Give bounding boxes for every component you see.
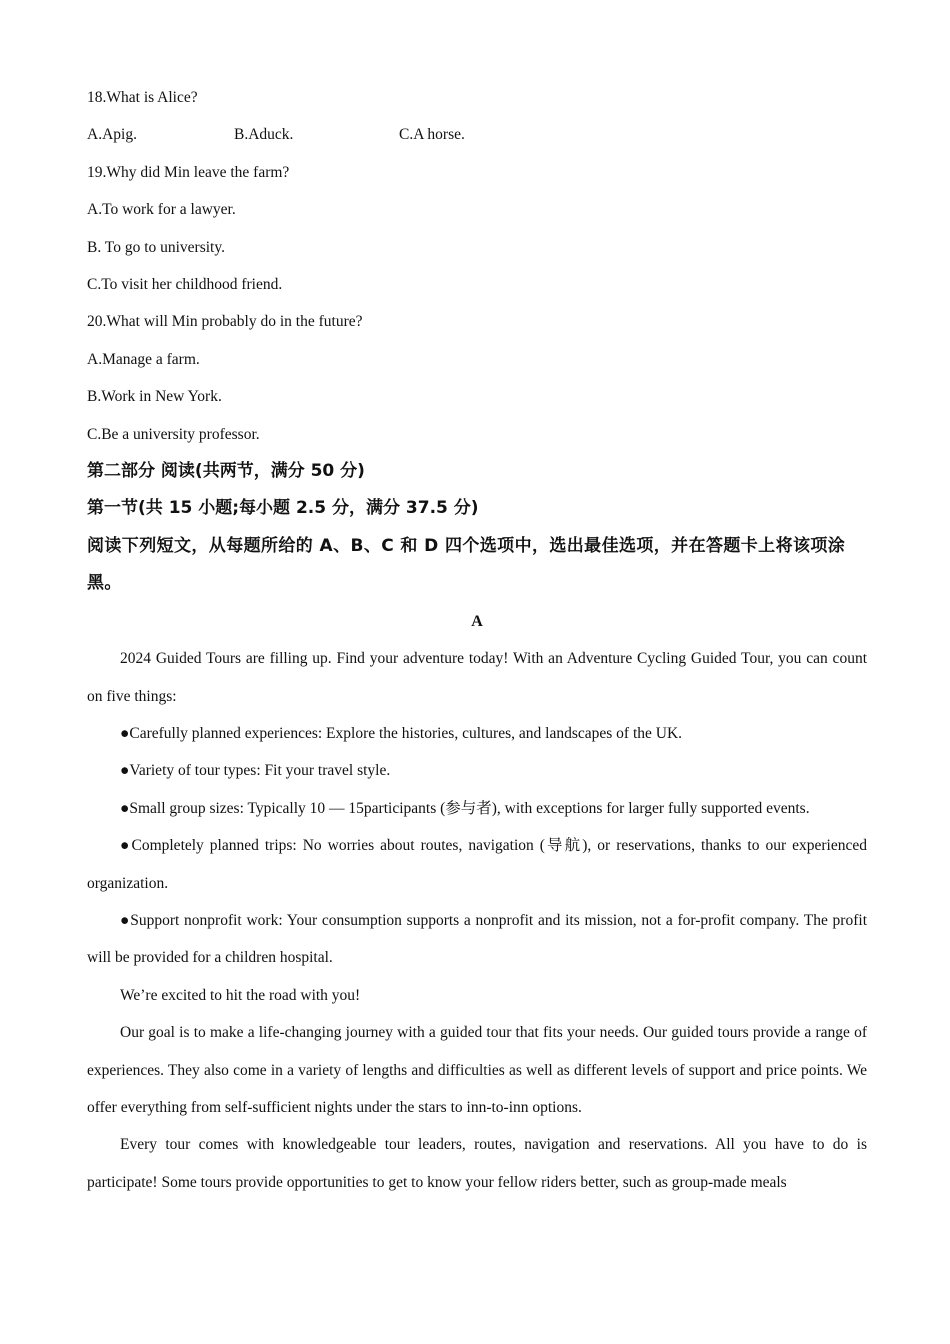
paragraph-intro: 2024 Guided Tours are filling up. Find your adventure today! With an Adventure Cycling Guided Tour, you can count on five things: — [87, 650, 867, 705]
option-c: C.To visit her childhood friend. — [87, 276, 283, 294]
bullet-experiences: ●Carefully planned experiences: Explore the histories, cultures, and landscapes of the UK. — [120, 724, 683, 742]
option-a: A.Manage a farm. — [87, 350, 200, 368]
bullet-nonprofit: ●Support nonprofit work: Your consumption supports a nonprofit and its mission, not a for-profit company. The profit will be provided for a children hospital. — [87, 911, 867, 967]
paragraph-excited: We’re excited to hit the road with you! — [120, 986, 361, 1004]
option-b: B.Aduck. — [234, 126, 294, 144]
passage-label: A — [471, 612, 483, 630]
option-c: C.Be a university professor. — [87, 425, 260, 443]
paragraph-goal: Our goal is to make a life-changing journey with a guided tour that fits your needs. Our guided tours provide a range of experiences. They also come in a variety of lengths and difficulties as well as different levels of support and price points. We offer everything from self-sufficient nights under the stars to inn-to-inn options. — [87, 1024, 867, 1116]
bullet-planned-trips: ●Completely planned trips: No worries about routes, navigation (导航), or reservations, thanks to our experienced organization. — [87, 837, 867, 892]
question-19: 19.Why did Min leave the farm? — [87, 163, 290, 181]
option-b: B. To go to university. — [87, 238, 225, 256]
part-title: 第二部分 阅读(共两节，满分 50 分) — [87, 461, 365, 482]
option-a: A.Apig. — [87, 126, 137, 144]
document-page — [87, 79, 867, 1201]
bullet-group-sizes: ●Small group sizes: Typically 10 — 15participants (参与者), with exceptions for larger fully supported events. — [120, 799, 810, 817]
instruction: 阅读下列短文，从每题所给的 A、B、C 和 D 四个选项中，选出最佳选项，并在答题卡上将该项涂黑。 — [87, 535, 846, 594]
option-b: B.Work in New York. — [87, 388, 222, 406]
option-a: A.To work for a lawyer. — [87, 201, 236, 219]
bullet-tour-types: ●Variety of tour types: Fit your travel style. — [120, 762, 391, 780]
paragraph-every-tour: Every tour comes with knowledgeable tour leaders, routes, navigation and reservations. All you have to do is participate! Some tours provide opportunities to get to know your fellow riders better, such as group-made meals — [87, 1136, 867, 1191]
option-c: C.A horse. — [399, 126, 465, 144]
question-18: 18.What is Alice? — [87, 89, 198, 106]
section-title: 第一节(共 15 小题;每小题 2.5 分，满分 37.5 分) — [87, 498, 479, 519]
question-18-options — [87, 116, 867, 153]
question-20: 20.What will Min probably do in the future? — [87, 313, 363, 331]
